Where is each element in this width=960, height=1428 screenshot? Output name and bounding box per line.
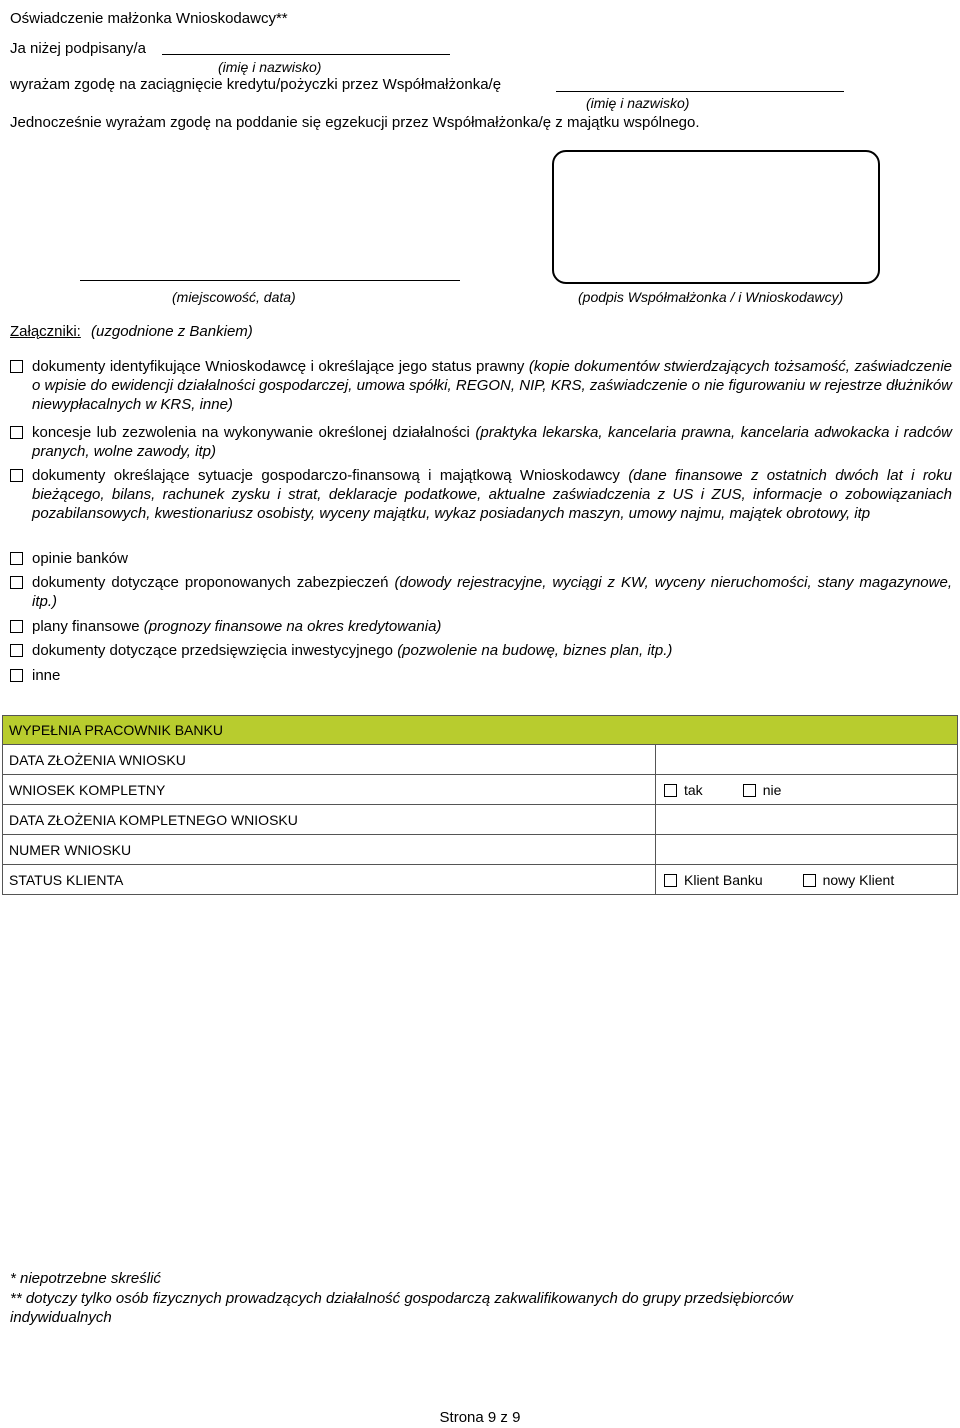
attachment-detail: (praktyka lekarska, kancelaria prawna, kancelaria adwokacka i radców pranych, wolne zawody, itp) [32,424,953,460]
attachments-label: Załączniki: [10,323,81,340]
table-row [3,775,958,805]
checkbox[interactable] [803,874,816,887]
attachment-item-bank-opinions [10,549,952,568]
checkbox[interactable] [10,669,23,682]
complete-yes-option[interactable] [664,782,703,798]
option-label: tak [684,781,703,798]
complete-options [656,775,958,805]
place-date-line[interactable] [80,280,460,281]
client-status-options [656,865,958,895]
attachment-detail: (prognozy finansowe na okres kredytowania) [143,618,442,635]
date-filed-label: DATA ZŁOŻENIA WNIOSKU [3,745,656,775]
checkbox[interactable] [664,874,677,887]
complete-label: WNIOSEK KOMPLETNY [3,775,656,805]
option-label: Klient Banku [684,871,763,888]
attachment-detail: (pozwolenie na budowę, biznes plan, itp.) [397,642,673,659]
attachment-item-other [10,666,952,685]
attachment-item-licenses [10,423,952,461]
enforcement-consent-text: Jednocześnie wyrażam zgodę na poddanie się egzekucji przez Współmałżonka/ę z majątku wspólnego. [10,114,700,131]
table-row [3,865,958,895]
table-row [3,745,958,775]
checkbox[interactable] [10,552,23,565]
new-client-option[interactable] [803,872,895,888]
footnote-double: ** dotyczy tylko osób fizycznych prowadzących działalność gospodarczą zakwalifikowanych do grupy przedsiębiorców indywidualnych [10,1290,793,1326]
attachment-detail: (dowody rejestracyjne, wyciągi z KW, wyceny nieruchomości, stany magazynowe, itp.) [32,574,952,610]
checkbox[interactable] [10,360,23,373]
date-filed-value[interactable] [656,745,958,775]
declarant-name-hint: (imię i nazwisko) [218,59,322,75]
attachment-item-financial [10,466,952,523]
attachment-text: inne [32,667,61,684]
client-status-label: STATUS KLIENTA [3,865,656,895]
footnote-single: * niepotrzebne skreślić [10,1270,161,1287]
attachment-text: dokumenty określające sytuacje gospodarczo-finansową i majątkową Wnioskodawcy [32,467,620,484]
checkbox[interactable] [10,644,23,657]
bank-employee-table [2,715,958,895]
attachment-text: plany finansowe [32,618,140,635]
application-number-label: NUMER WNIOSKU [3,835,656,865]
complete-no-option[interactable] [743,782,782,798]
place-date-label: (miejscowość, data) [172,289,296,305]
attachment-text: opinie banków [32,550,128,567]
declarant-label: Ja niżej podpisany/a [10,40,146,57]
attachment-item-identity [10,357,952,414]
spouse-name-hint: (imię i nazwisko) [586,95,690,111]
checkbox[interactable] [10,620,23,633]
attachment-item-collateral [10,573,952,611]
attachment-text: dokumenty dotyczące proponowanych zabezpieczeń [32,574,389,591]
declarant-name-line[interactable] [162,54,450,55]
checkbox[interactable] [664,784,677,797]
attachment-item-financial-plans [10,617,952,636]
option-label: nie [762,781,782,798]
table-row [3,805,958,835]
table-row [3,835,958,865]
option-label: nowy Klient [822,871,895,888]
signature-box[interactable] [552,150,880,284]
attachments-heading [10,323,253,340]
date-complete-label: DATA ZŁOŻENIA KOMPLETNEGO WNIOSKU [3,805,656,835]
date-complete-value[interactable] [656,805,958,835]
attachment-detail: (kopie dokumentów stwierdzających tożsamość, zaświadczenie o wpisie do ewidencji działalności gospodarczej, umowa spółki, REGON, NIP, KRS, zaświadczenie o nie figurowaniu w rejestrze dłużników niewypłacalnych w KRS, inne) [32,358,952,413]
attachment-text: koncesje lub zezwolenia na wykonywanie określonej działalności [32,424,470,441]
consent-text: wyrażam zgodę na zaciągnięcie kredytu/pożyczki przez Współmałżonka/ę [10,76,502,93]
attachment-text: dokumenty identyfikujące Wnioskodawcę i określające jego status prawny [32,358,525,375]
attachment-detail: (dane finansowe z ostatnich dwóch lat i roku bieżącego, bilans, rachunek zysku i strat, deklaracje podatkowe, aktualne zaświadczenia z US i ZUS, informacje o zobowiązaniach pozabilansowych, kwestionariusz osobisty, wyceny majątku, wykaz posiadanych maszyn, umowy najmu, majątek obrotowy, itp [32,467,952,522]
spouse-name-line[interactable] [556,91,844,92]
bank-table-header: WYPEŁNIA PRACOWNIK BANKU [3,716,958,745]
checkbox[interactable] [10,426,23,439]
attachment-item-investment [10,641,952,660]
signature-label: (podpis Współmałżonka / i Wnioskodawcy) [578,289,844,305]
attachment-text: dokumenty dotyczące przedsięwzięcia inwestycyjnego [32,642,394,659]
existing-client-option[interactable] [664,872,763,888]
checkbox[interactable] [10,469,23,482]
application-number-value[interactable] [656,835,958,865]
attachments-note: (uzgodnione z Bankiem) [91,323,253,340]
page-number: Strona 9 z 9 [439,1409,521,1426]
checkbox[interactable] [10,576,23,589]
checkbox[interactable] [743,784,756,797]
document-title: Oświadczenie małżonka Wnioskodawcy** [10,10,288,27]
